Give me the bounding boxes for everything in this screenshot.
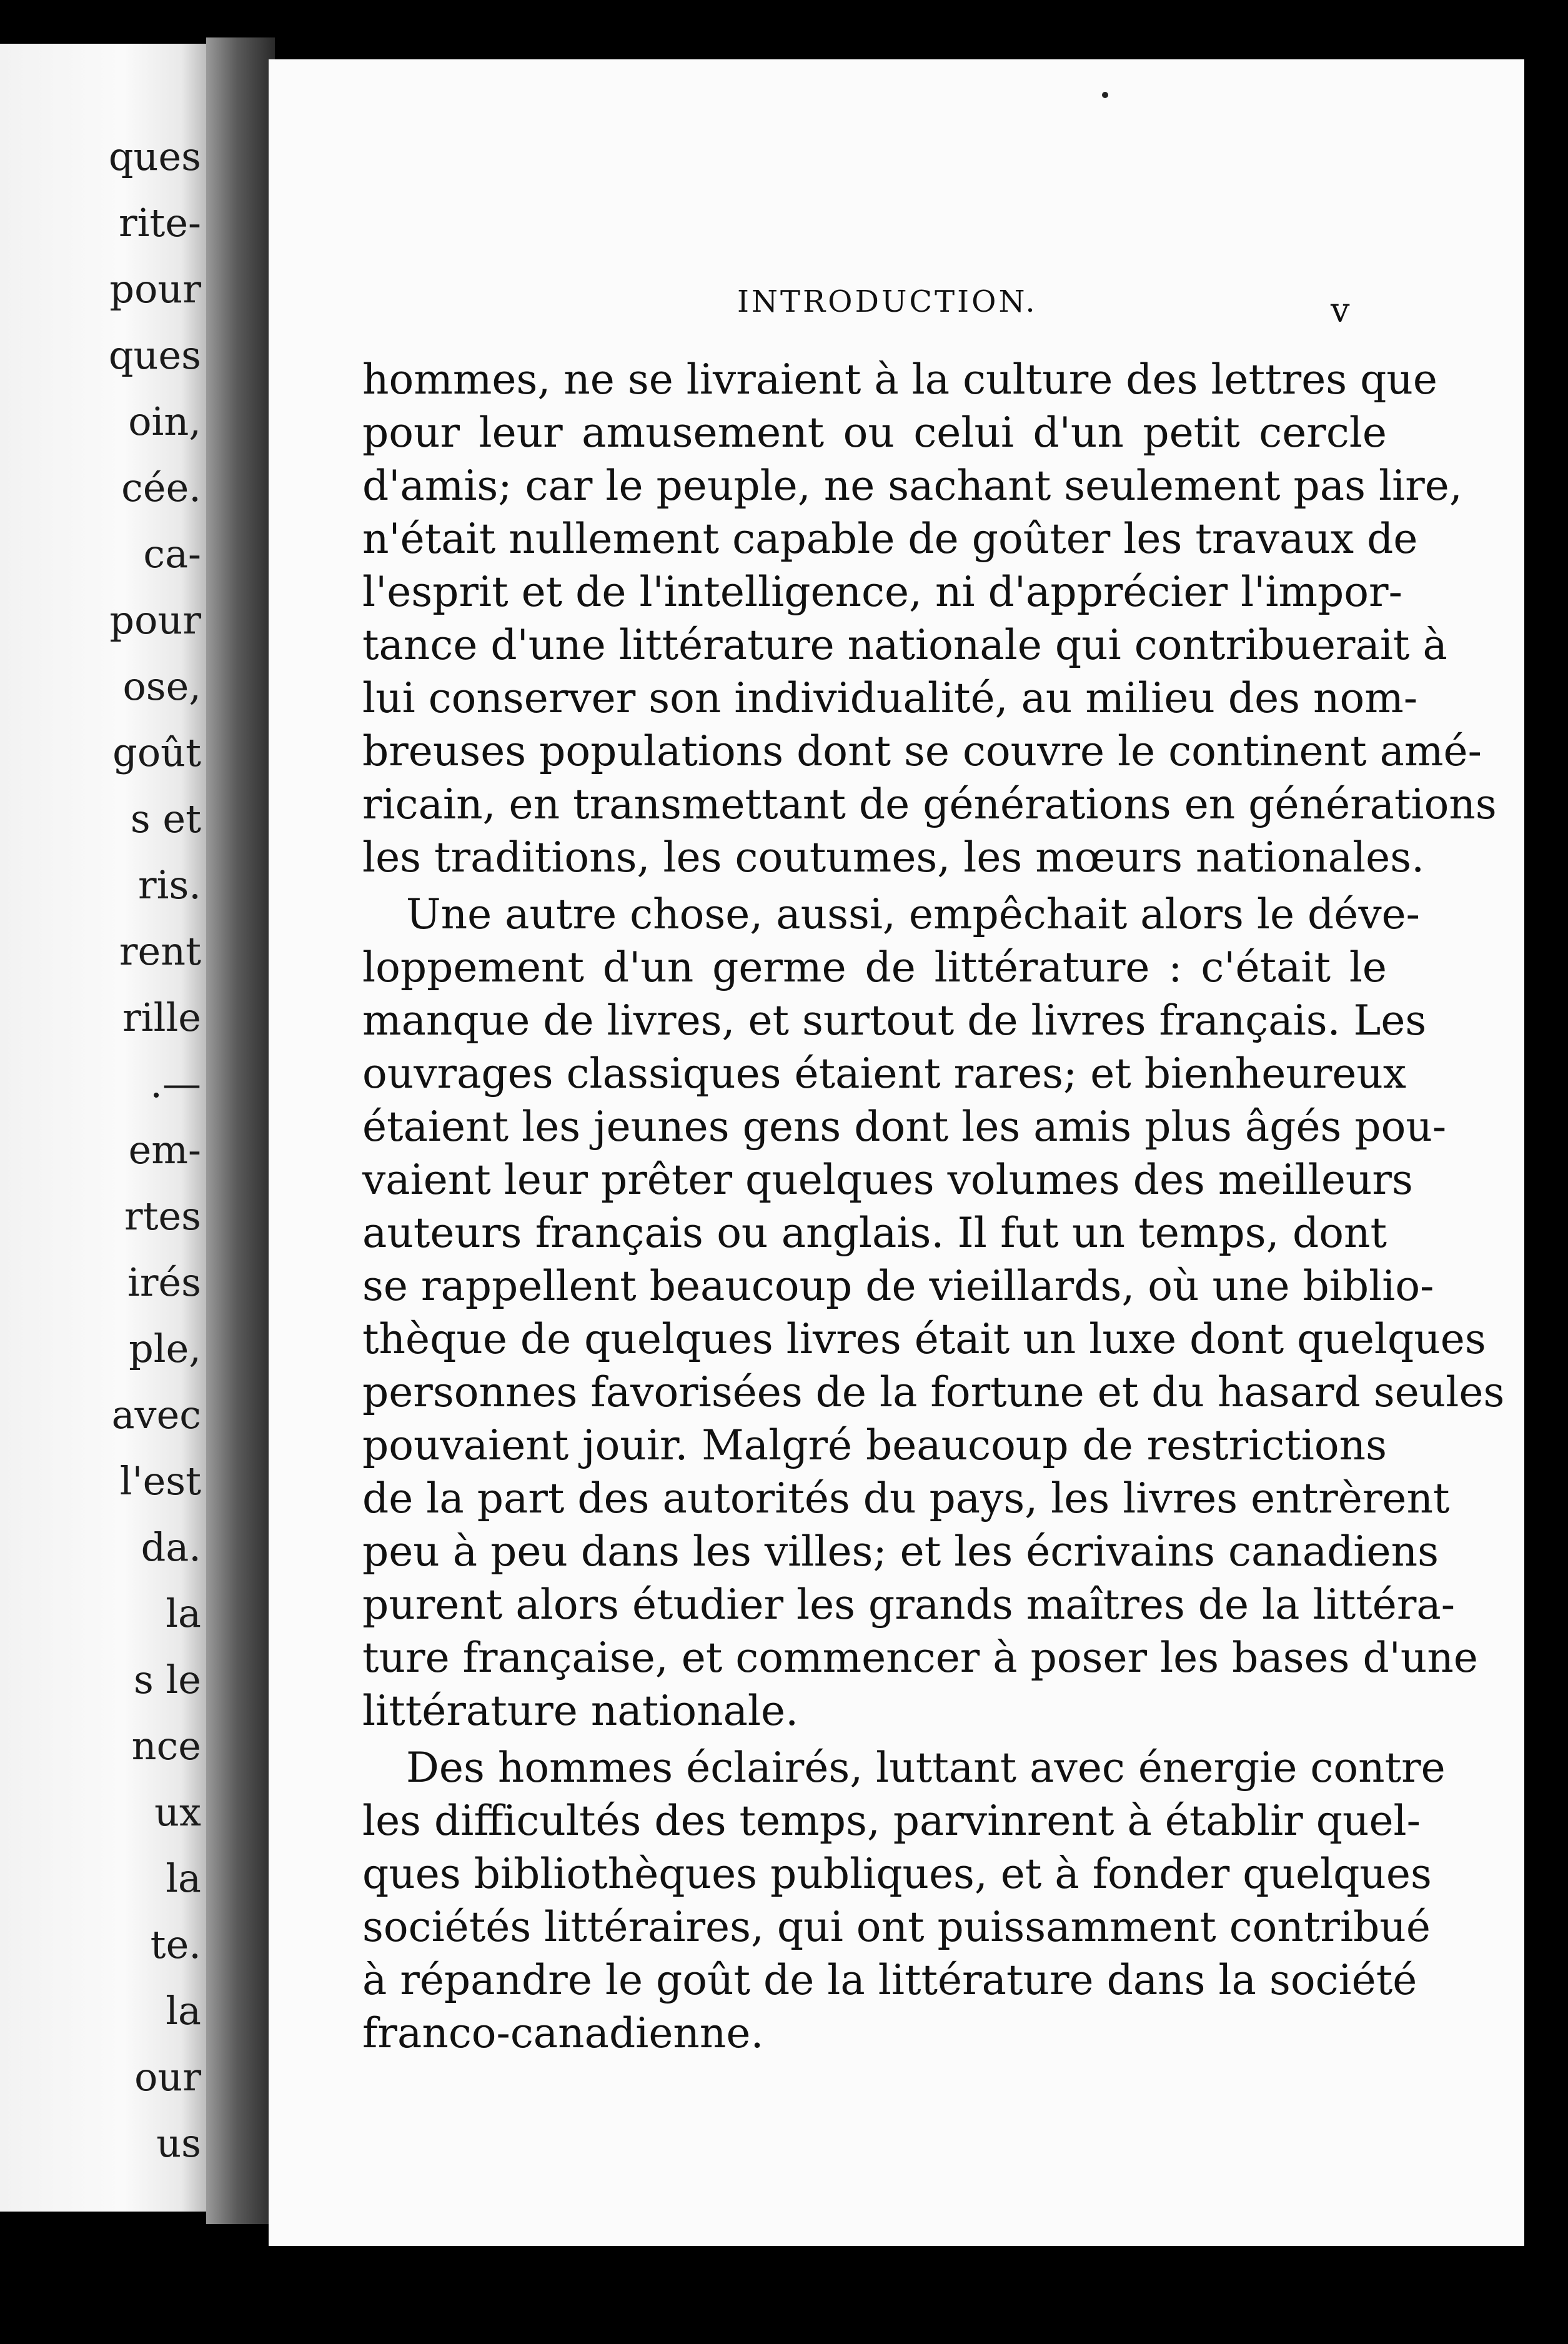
previous-page-line-fragment: ques xyxy=(108,134,201,179)
text-line: n'était nullement capable de goûter les travaux de xyxy=(362,515,1418,563)
previous-page-line-fragment: rtes xyxy=(124,1193,201,1239)
text-line: les difficultés des temps, parvinrent à établir quel- xyxy=(362,1797,1421,1845)
previous-page-line-fragment: la xyxy=(166,1591,201,1636)
body-text xyxy=(362,353,1505,2060)
previous-page-line-fragment: ux xyxy=(154,1789,201,1835)
previous-page-line-fragment: our xyxy=(134,2054,201,2100)
previous-page-fragment xyxy=(0,44,206,2212)
running-head: INTRODUCTION. xyxy=(737,284,1038,319)
previous-page-line-fragment: goût xyxy=(112,730,201,775)
previous-page-line-fragment: ques xyxy=(108,332,201,378)
previous-page-line-fragment: ca- xyxy=(143,531,201,577)
previous-page-line-fragment: ris. xyxy=(138,862,201,908)
previous-page-line-fragment: em- xyxy=(128,1127,201,1173)
page-number: v xyxy=(1331,291,1350,330)
previous-page-line-fragment: irés xyxy=(127,1259,201,1305)
previous-page-line-fragment: la xyxy=(166,1988,201,2034)
text-line: thèque de quelques livres était un luxe dont quelques xyxy=(362,1315,1486,1363)
text-line: littérature nationale. xyxy=(362,1687,799,1735)
previous-page-line-fragment: pour xyxy=(109,597,201,643)
previous-page-line-fragment: ose, xyxy=(122,663,201,709)
previous-page-line-fragment: s et xyxy=(130,796,201,842)
previous-page-line-fragment: da. xyxy=(141,1524,201,1570)
text-line: vaient leur prêter quelques volumes des meilleurs xyxy=(362,1156,1413,1204)
text-line: sociétés littéraires, qui ont puissamment contribué xyxy=(362,1903,1431,1951)
previous-page-line-fragment: rent xyxy=(119,928,201,974)
previous-page-line-fragment: us xyxy=(156,2120,201,2166)
previous-page-line-fragment: nce xyxy=(131,1723,201,1769)
previous-page-line-fragment: ple, xyxy=(129,1326,201,1371)
text-line: ouvrages classiques étaient rares; et bienheureux xyxy=(362,1050,1407,1098)
previous-page-line-fragment: rite- xyxy=(118,200,201,246)
previous-page-line-fragment: .— xyxy=(150,1061,201,1106)
previous-page-line-fragment: rille xyxy=(122,995,201,1040)
text-line: manque de livres, et surtout de livres français. Les xyxy=(362,996,1427,1045)
page-gutter-shadow xyxy=(206,37,275,2224)
text-line: breuses populations dont se couvre le continent amé- xyxy=(362,727,1482,775)
text-line: Une autre chose, aussi, empêchait alors le déve- xyxy=(406,890,1420,938)
text-line: d'amis; car le peuple, ne sachant seulement pas lire, xyxy=(362,462,1462,510)
previous-page-line-fragment: avec xyxy=(111,1392,201,1438)
book-page xyxy=(269,59,1524,2246)
paragraph xyxy=(362,888,1505,1737)
speck-mark xyxy=(1102,92,1108,98)
text-line: lui conserver son individualité, au milieu des nom- xyxy=(362,674,1418,722)
text-line: pour leur amusement ou celui d'un petit cercle xyxy=(362,409,1387,457)
paragraph xyxy=(362,353,1497,884)
text-line: Des hommes éclairés, luttant avec énergie contre xyxy=(406,1744,1446,1792)
text-line: ques bibliothèques publiques, et à fonder quelques xyxy=(362,1850,1432,1898)
text-line: purent alors étudier les grands maîtres de la littéra- xyxy=(362,1581,1456,1629)
paragraph xyxy=(362,1741,1446,2060)
text-line: peu à peu dans les villes; et les écrivains canadiens xyxy=(362,1527,1439,1576)
previous-page-line-fragment: la xyxy=(166,1855,201,1901)
previous-page-line-fragment: s le xyxy=(133,1657,201,1702)
text-line: pouvaient jouir. Malgré beaucoup de restrictions xyxy=(362,1421,1387,1469)
text-line: l'esprit et de l'intelligence, ni d'apprécier l'impor- xyxy=(362,568,1402,616)
text-line: tance d'une littérature nationale qui contribuerait à xyxy=(362,621,1447,669)
text-line: ricain, en transmettant de générations en générations xyxy=(362,780,1497,828)
previous-page-line-fragment: l'est xyxy=(119,1458,201,1504)
text-line: se rappellent beaucoup de vieillards, où une biblio- xyxy=(362,1262,1434,1310)
text-line: personnes favorisées de la fortune et du hasard seules xyxy=(362,1368,1505,1416)
text-line: hommes, ne se livraient à la culture des lettres que xyxy=(362,355,1437,404)
text-line: de la part des autorités du pays, les livres entrèrent xyxy=(362,1474,1450,1522)
text-line: loppement d'un germe de littérature : c'était le xyxy=(362,943,1387,991)
previous-page-line-fragment: te. xyxy=(150,1922,201,1967)
text-line: ture française, et commencer à poser les bases d'une xyxy=(362,1634,1478,1682)
text-line: franco-canadienne. xyxy=(362,2009,764,2057)
previous-page-line-fragment: cée. xyxy=(121,465,201,510)
text-line: auteurs français ou anglais. Il fut un temps, dont xyxy=(362,1209,1387,1257)
text-line: les traditions, les coutumes, les mœurs nationales. xyxy=(362,833,1425,881)
text-line: étaient les jeunes gens dont les amis plus âgés pou- xyxy=(362,1103,1447,1151)
text-line: à répandre le goût de la littérature dans la société xyxy=(362,1956,1417,2004)
previous-page-line-fragment: pour xyxy=(109,266,201,312)
previous-page-line-fragment: oin, xyxy=(128,399,201,444)
